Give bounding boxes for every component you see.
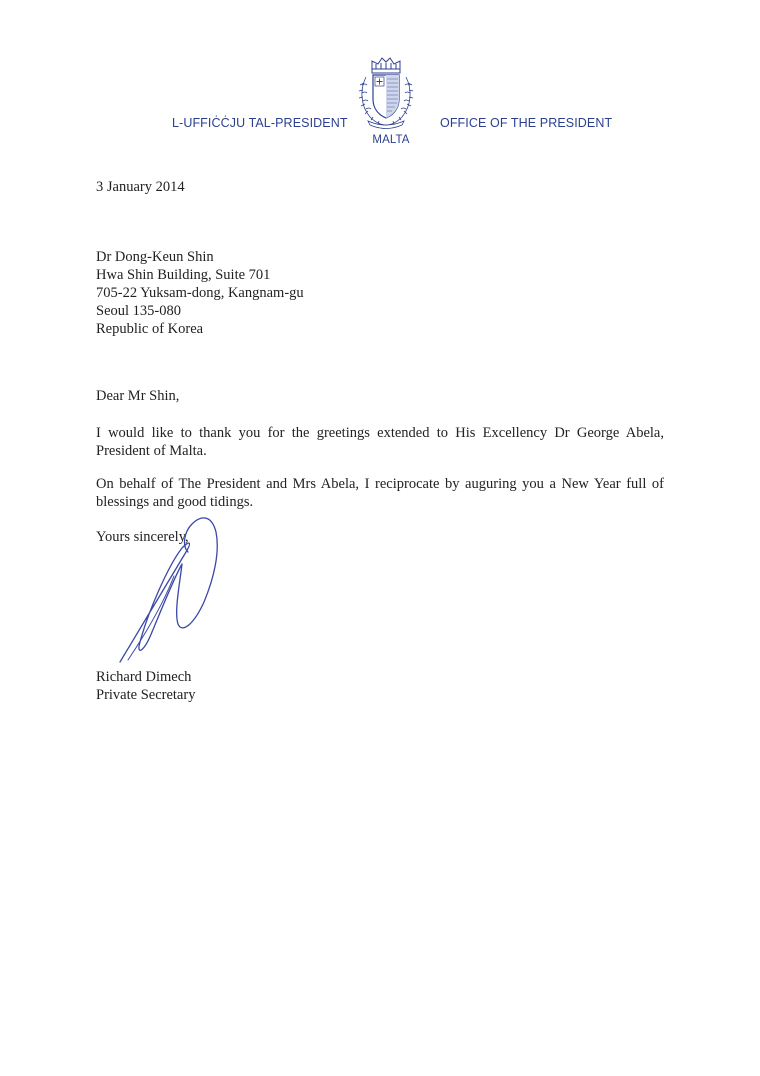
paragraph-1-line-2: President of Malta. xyxy=(96,443,207,459)
address-line-city: Seoul 135-080 xyxy=(96,303,181,319)
address-line-building: Hwa Shin Building, Suite 701 xyxy=(96,267,271,283)
address-line-name: Dr Dong-Keun Shin xyxy=(96,249,214,265)
paragraph-2-line-2: blessings and good tidings. xyxy=(96,494,254,510)
salutation: Dear Mr Shin, xyxy=(96,388,180,404)
letterhead-maltese-title: L-UFFIĊĊJU TAL-PRESIDENT xyxy=(172,116,348,130)
body-paragraph-1 xyxy=(96,424,664,460)
recipient-address xyxy=(96,248,304,338)
body-paragraph-2 xyxy=(96,475,664,511)
signature-icon xyxy=(108,512,228,672)
letterhead-country: MALTA xyxy=(372,134,410,146)
address-line-country: Republic of Korea xyxy=(96,321,204,337)
signer-title: Private Secretary xyxy=(96,687,196,703)
signer-block xyxy=(96,668,195,704)
letterhead-english-title: OFFICE OF THE PRESIDENT xyxy=(440,116,613,130)
paragraph-1-line-1: I would like to thank you for the greetings extended to His Excellency Dr George Abela, xyxy=(96,425,664,441)
signer-name: Richard Dimech xyxy=(96,669,192,685)
paragraph-2-line-1: On behalf of The President and Mrs Abela, I reciprocate by auguring you a New Year full of xyxy=(96,476,664,492)
letter-date: 3 January 2014 xyxy=(96,179,185,195)
coat-of-arms-icon xyxy=(356,55,416,131)
closing: Yours sincerely, xyxy=(96,529,189,545)
address-line-street: 705-22 Yuksam-dong, Kangnam-gu xyxy=(96,285,304,301)
